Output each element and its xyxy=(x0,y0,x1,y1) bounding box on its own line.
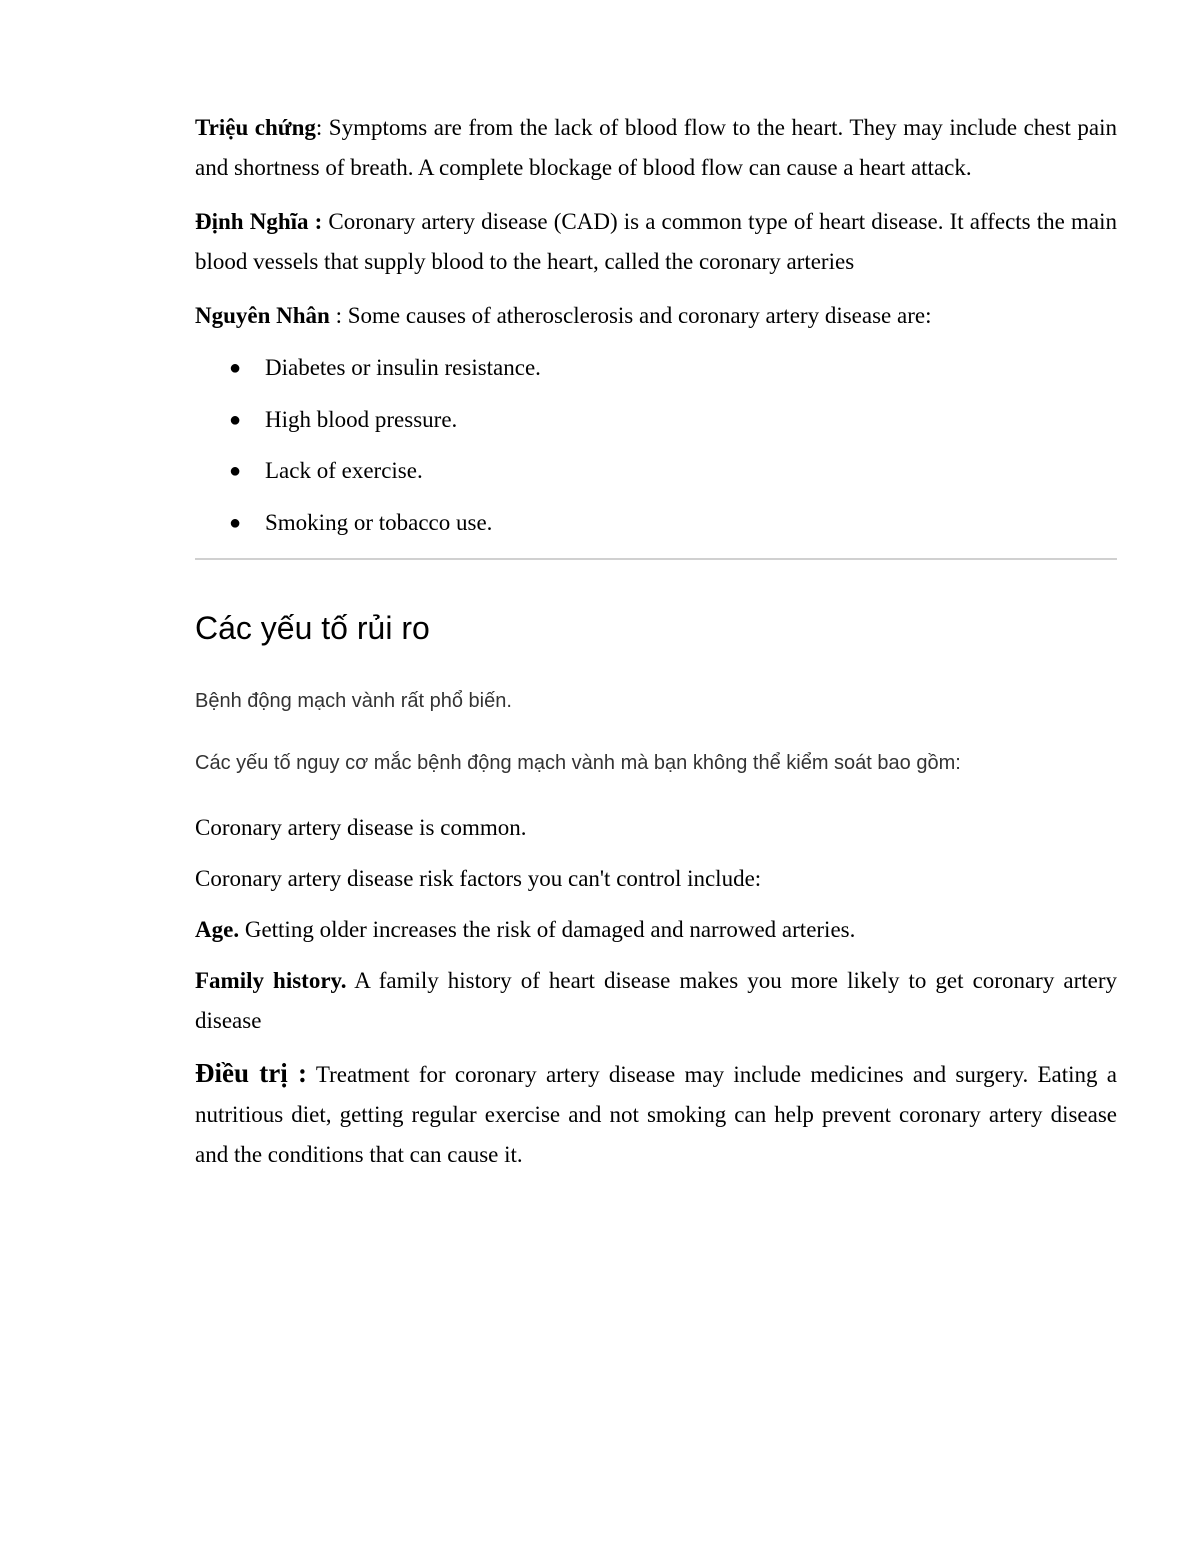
risk-en-line-1: Coronary artery disease is common. xyxy=(195,815,527,840)
age-paragraph xyxy=(195,910,1117,950)
risk-vi-line-1: Bệnh động mạch vành rất phổ biến. xyxy=(195,690,512,712)
definition-paragraph xyxy=(195,202,1117,282)
bullet-icon: ● xyxy=(229,511,242,534)
treatment-label: Điều trị : xyxy=(195,1058,308,1088)
horizontal-divider xyxy=(195,558,1117,560)
list-item-text: Diabetes or insulin resistance. xyxy=(265,355,541,380)
symptoms-label: Triệu chứng xyxy=(195,115,316,140)
symptoms-text: : Symptoms are from the lack of blood flow to the heart. They may include chest pain and shortness of breath. A complete blockage of blood flow can cause a heart attack. xyxy=(195,115,1117,180)
list-item-text: High blood pressure. xyxy=(265,406,458,432)
treatment-text: Treatment for coronary artery disease may include medicines and surgery. Eating a nutritious diet, getting regular exercise and not smoking can help prevent coronary artery disease and the conditions that can cause it. xyxy=(195,1062,1117,1167)
causes-text: : Some causes of atherosclerosis and coronary artery disease are: xyxy=(329,303,932,328)
list-item xyxy=(195,348,1117,400)
risk-en-line-2: Coronary artery disease risk factors you can't control include: xyxy=(195,866,762,891)
age-label: Age. xyxy=(195,917,240,942)
causes-paragraph xyxy=(195,296,1117,336)
list-item xyxy=(195,400,1117,452)
causes-list xyxy=(195,348,1117,554)
family-history-paragraph xyxy=(195,961,1117,1041)
list-item xyxy=(195,451,1117,503)
definition-text: Coronary artery disease (CAD) is a common type of heart disease. It affects the main blood vessels that supply blood to the heart, called the coronary arteries xyxy=(195,209,1117,274)
family-history-label: Family history. xyxy=(195,968,347,993)
bullet-icon: ● xyxy=(229,357,242,379)
list-item xyxy=(195,503,1117,555)
symptoms-paragraph xyxy=(195,108,1117,188)
risk-heading: Các yếu tố rủi ro xyxy=(195,610,430,646)
list-item-text: Smoking or tobacco use. xyxy=(265,509,493,535)
treatment-paragraph xyxy=(195,1053,1117,1175)
document-page xyxy=(195,108,1117,1189)
bullet-icon: ● xyxy=(229,460,242,482)
risk-vi-line-2: Các yếu tố nguy cơ mắc bệnh động mạch vành mà bạn không thể kiểm soát bao gồm: xyxy=(195,752,961,774)
bullet-icon: ● xyxy=(229,408,242,431)
definition-label: Định Nghĩa : xyxy=(195,209,323,234)
family-history-text: A family history of heart disease makes you more likely to get coronary artery disease xyxy=(195,968,1117,1033)
age-text: Getting older increases the risk of damaged and narrowed arteries. xyxy=(239,917,856,942)
causes-label: Nguyên Nhân xyxy=(195,303,330,328)
list-item-text: Lack of exercise. xyxy=(265,458,423,483)
